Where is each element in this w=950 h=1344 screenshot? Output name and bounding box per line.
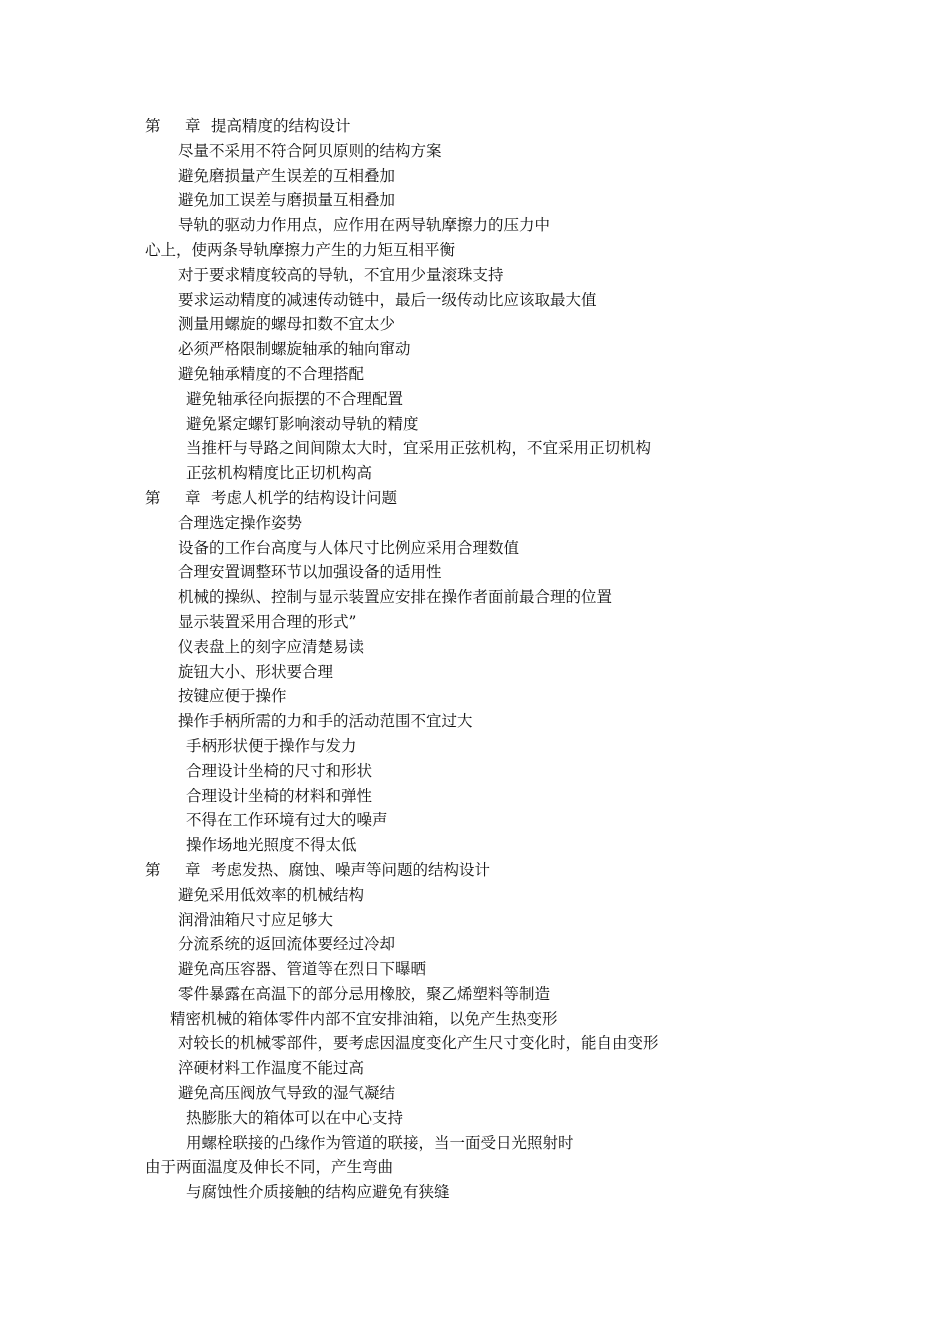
chapter-prefix: 第 [145, 860, 161, 879]
text-line: 避免高压阀放气导致的湿气凝结 [178, 1084, 396, 1103]
text-line: 与腐蚀性介质接触的结构应避免有狭缝 [186, 1183, 450, 1202]
text-line: 精密机械的箱体零件内部不宜安排油箱，以免产生热变形 [170, 1009, 558, 1028]
text-line: 润滑油箱尺寸应足够大 [178, 910, 334, 929]
chapter-suffix: 章 [185, 117, 201, 135]
text-line: 合理设计坐椅的尺寸和形状 [186, 761, 373, 780]
text-line: 手柄形状便于操作与发力 [186, 736, 357, 755]
chapter-title: 提高精度的结构设计 [211, 117, 351, 135]
chapter-suffix: 章 [185, 488, 201, 507]
chapter-heading [0, 486, 950, 511]
text-line: 零件暴露在高温下的部分忌用橡胶，聚乙烯塑料等制造 [178, 984, 551, 1003]
text-line: 避免紧定螺钉影响滚动导轨的精度 [186, 414, 419, 433]
text-line: 淬硬材料工作温度不能过高 [178, 1059, 365, 1078]
chapter-heading [0, 858, 950, 883]
text-line: 旋钮大小、形状要合理 [178, 662, 334, 681]
text-line: 避免磨损量产生误差的互相叠加 [178, 166, 396, 185]
text-line: 用螺栓联接的凸缘作为管道的联接，当一面受日光照射时 [186, 1133, 574, 1152]
text-line: 避免采用低效率的机械结构 [178, 885, 365, 904]
text-line: 仪表盘上的刻字应清楚易读 [178, 637, 365, 656]
text-line: 测量用螺旋的螺母扣数不宜太少 [178, 315, 396, 334]
chapter-prefix: 第 [145, 117, 161, 135]
text-line: 分流系统的返回流体要经过冷却 [178, 935, 396, 954]
text-line: 当推杆与导路之间间隙太大时，宜采用正弦机构，不宜采用正切机构 [186, 439, 652, 458]
document-page [0, 114, 950, 1205]
text-line: 导轨的驱动力作用点，应作用在两导轨摩擦力的压力中 [178, 216, 551, 235]
text-line: 正弦机构精度比正切机构高 [186, 464, 373, 483]
text-line: 热膨胀大的箱体可以在中心支持 [186, 1108, 404, 1127]
text-line: 避免加工误差与磨损量互相叠加 [178, 191, 396, 210]
chapter-suffix: 章 [185, 860, 201, 879]
text-line: 心上，使两条导轨摩擦力产生的力矩互相平衡 [145, 240, 456, 259]
text-line: 操作场地光照度不得太低 [186, 836, 357, 855]
text-line: 避免高压容器、管道等在烈日下曝晒 [178, 960, 427, 979]
text-line: 合理选定操作姿势 [178, 513, 303, 532]
text-line: 不得在工作环境有过大的噪声 [186, 811, 388, 830]
text-line: 避免轴承精度的不合理搭配 [178, 364, 365, 383]
text-line: 对于要求精度较高的导轨，不宜用少量滚珠支持 [178, 265, 504, 284]
chapter-prefix: 第 [145, 488, 161, 507]
chapter-title: 考虑人机学的结构设计问题 [211, 488, 398, 507]
text-line: 由于两面温度及伸长不同，产生弯曲 [145, 1158, 394, 1177]
text-line: 尽量不采用不符合阿贝原则的结构方案 [178, 141, 442, 160]
text-line: 合理设计坐椅的材料和弹性 [186, 786, 373, 805]
text-line: 显示装置采用合理的形式” [178, 612, 357, 631]
text-line: 要求运动精度的减速传动链中，最后一级传动比应该取最大值 [178, 290, 597, 309]
text-line: 机械的操纵、控制与显示装置应安排在操作者面前最合理的位置 [178, 588, 613, 607]
chapter-title: 考虑发热、腐蚀、噪声等问题的结构设计 [211, 860, 491, 879]
text-line: 避免轴承径向振摆的不合理配置 [186, 389, 404, 408]
text-line: 必须严格限制螺旋轴承的轴向窜动 [178, 340, 411, 359]
text-line: 对较长的机械零部件，要考虑因温度变化产生尺寸变化时，能自由变形 [178, 1034, 659, 1053]
text-line: 设备的工作台高度与人体尺寸比例应采用合理数值 [178, 538, 520, 557]
text-line: 合理安置调整环节以加强设备的适用性 [178, 563, 442, 582]
text-line: 操作手柄所需的力和手的活动范围不宜过大 [178, 712, 473, 731]
chapter-heading [0, 114, 950, 139]
text-line: 按键应便于操作 [178, 687, 287, 706]
